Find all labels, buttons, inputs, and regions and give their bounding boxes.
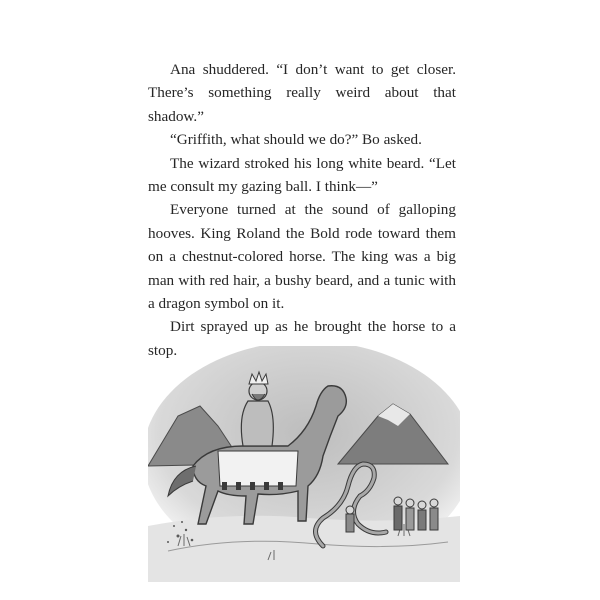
paragraph-3: The wizard stroked his long white beard. “Let me consult my gazing ball. I think—” xyxy=(148,154,456,196)
story-text xyxy=(148,58,456,362)
paragraph-2: “Griffith, what should we do?” Bo asked. xyxy=(170,131,422,149)
horse-blanket xyxy=(218,451,298,486)
king-cape xyxy=(241,401,273,446)
paragraph-1: Ana shuddered. “I don’t want to get closer. There’s something really weird about that shadow.” xyxy=(148,61,456,125)
paragraph-4: Everyone turned at the sound of galloping hooves. King Roland the Bold rode toward them on a chestnut-colored horse. The king was a big man with red hair, a bushy beard, and a tunic with a dragon symbol on it. xyxy=(148,201,456,313)
illustration-art xyxy=(148,346,460,582)
king-on-horse-illustration xyxy=(148,346,460,582)
paragraph-5: Dirt sprayed up as he brought the horse to a stop. xyxy=(148,318,456,359)
